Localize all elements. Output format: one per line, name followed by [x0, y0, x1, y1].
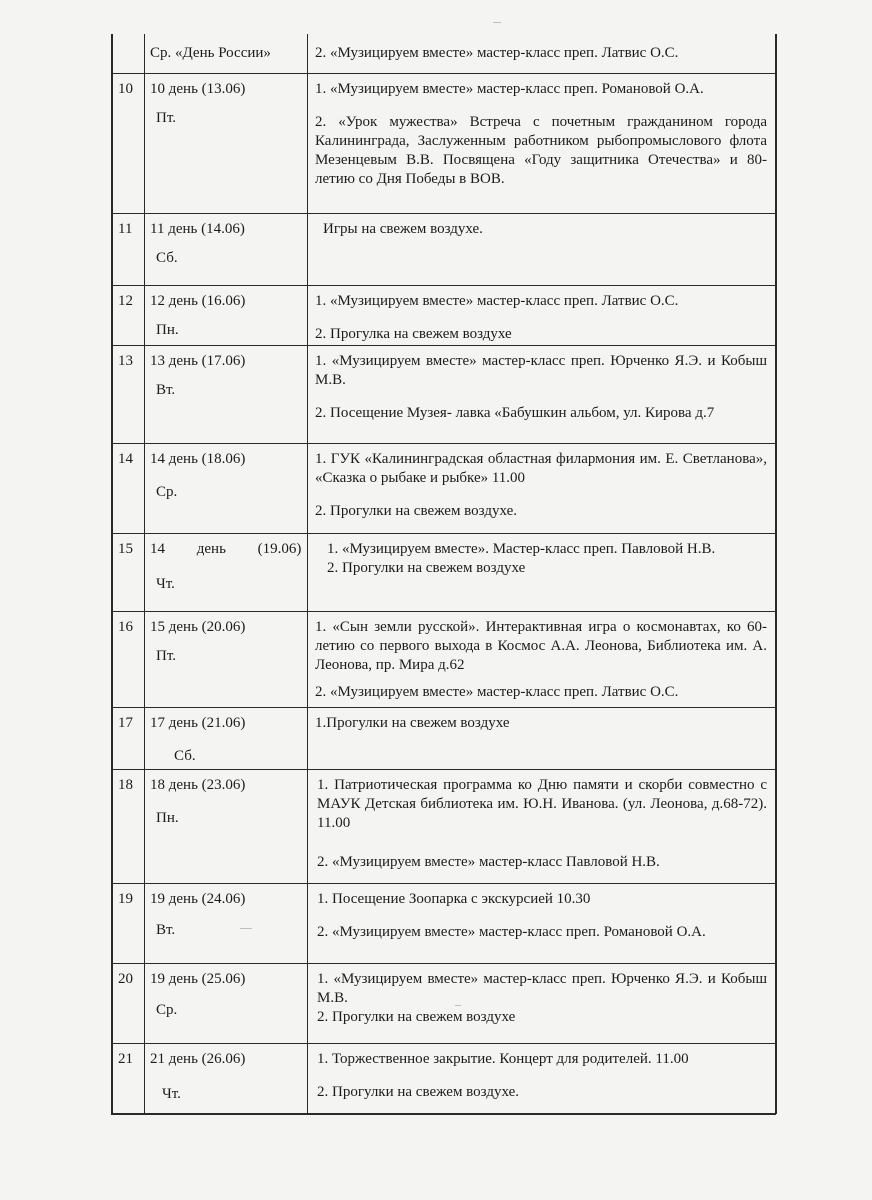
activity-item: 1. «Музицируем вместе» мастер-класс преп. Юрченко Я.Э. и Кобыш М.В. — [317, 971, 767, 1006]
table-row — [0, 74, 872, 214]
row-number: 18 — [118, 777, 133, 793]
scan-speck — [240, 928, 252, 929]
weekday: Ср. — [156, 484, 178, 500]
activity-item: Игры на свежем воздухе. — [323, 221, 483, 237]
activities — [307, 534, 775, 612]
activity-item: 1. «Музицируем вместе». Мастер-класс преп. Павловой Н.В. — [327, 541, 716, 557]
weekday: Сб. — [156, 250, 178, 266]
table-row — [0, 708, 872, 770]
row-number: 14 — [118, 451, 133, 467]
activity-item: 2. Прогулки на свежем воздухе — [317, 1009, 516, 1025]
activity-item: 1. «Сын земли русской». Интерактивная игра о космонавтах, ко 60-летию со первого выхода в Космос А.А. Леонова, Библиотека им. А. Леонова, пр. Мира д.62 — [315, 619, 767, 673]
weekday: Пн. — [156, 322, 179, 338]
day-label: 14 день (18.06) — [150, 451, 246, 467]
table-row — [0, 534, 872, 612]
activity-item: 2. Прогулки на свежем воздухе. — [315, 503, 517, 519]
weekday: Сб. — [174, 748, 196, 764]
row-number: 10 — [118, 81, 133, 97]
activities — [307, 884, 775, 964]
table-row — [0, 612, 872, 708]
activity-item: 2. Посещение Музея- лавка «Бабушкин альбом, ул. Кирова д.7 — [315, 405, 715, 421]
day-label: 15 день (20.06) — [150, 619, 246, 635]
scan-speck — [455, 1005, 461, 1006]
activities — [307, 214, 775, 286]
activity-item: 2. «Музицируем вместе» мастер-класс преп. Латвис О.С. — [315, 684, 679, 700]
activity-item: 2. «Музицируем вместе» мастер-класс Павловой Н.В. — [317, 854, 660, 870]
row-number: 12 — [118, 293, 133, 309]
activities — [307, 346, 775, 444]
weekday: Вт. — [156, 922, 176, 938]
activity-item: 1. «Музицируем вместе» мастер-класс преп. Латвис О.С. — [315, 293, 679, 309]
activities — [307, 612, 775, 708]
activity-item: 1. Торжественное закрытие. Концерт для родителей. 11.00 — [317, 1051, 689, 1067]
activities — [307, 34, 775, 74]
weekday: Вт. — [156, 382, 176, 398]
activity-item: 1.Прогулки на свежем воздухе — [315, 715, 510, 731]
row-number — [111, 34, 144, 74]
day-label: 13 день (17.06) — [150, 353, 246, 369]
activity-item: 1. Патриотическая программа ко Дню памяти и скорби совместно с МАУК Детская библиотека им. Ю.Н. Иванова. (ул. Леонова, д.68-72). 11.00 — [317, 777, 767, 831]
day-label: 21 день (26.06) — [150, 1051, 246, 1067]
day-label: 10 день (13.06) — [150, 81, 246, 97]
activity-item: 1. ГУК «Калининградская областная филармония им. Е. Светланова», «Сказка о рыбаке и рыбке» 11.00 — [315, 451, 767, 486]
weekday: Пт. — [156, 648, 177, 664]
table-row — [0, 1044, 872, 1114]
day-label: 19 день (25.06) — [150, 971, 246, 987]
activity-item: 2. Прогулки на свежем воздухе. — [317, 1084, 519, 1100]
activity-item: 2. «Урок мужества» Встреча с почетным гражданином города Калининграда, Заслуженным работником рыбопромыслового флота Мезенцевым В.В. Посвящена «Году защитника Отечества» и 80-летию со Дня Победы в ВОВ. — [315, 114, 767, 187]
activities — [307, 964, 775, 1044]
table-row — [0, 214, 872, 286]
table-row — [0, 964, 872, 1044]
activity-item: 2. «Музицируем вместе» мастер-класс преп. Романовой О.А. — [317, 924, 706, 940]
weekday: Пт. — [156, 110, 177, 126]
table-row — [0, 444, 872, 534]
day-label: 19 день (24.06) — [150, 891, 246, 907]
activities — [307, 708, 775, 770]
day-label: 14 день (19.06) — [150, 541, 302, 557]
activity-item: 2. Прогулка на свежем воздухе — [315, 326, 512, 342]
activity-item: 2. «Музицируем вместе» мастер-класс преп. Латвис О.С. — [315, 45, 679, 61]
row-number: 15 — [118, 541, 133, 557]
row-number: 19 — [118, 891, 133, 907]
activity-item: 2. Прогулки на свежем воздухе — [327, 560, 526, 576]
day-label: 12 день (16.06) — [150, 293, 246, 309]
day-label: 18 день (23.06) — [150, 777, 246, 793]
table-row — [0, 286, 872, 346]
day-label: Ср. «День России» — [150, 45, 271, 61]
activities — [307, 74, 775, 214]
table-row — [0, 34, 872, 74]
weekday: Чт. — [162, 1086, 181, 1102]
row-number: 11 — [118, 221, 133, 237]
activity-item: 1. Посещение Зоопарка с экскурсией 10.30 — [317, 891, 591, 907]
day-label: 17 день (21.06) — [150, 715, 246, 731]
activities — [307, 286, 775, 346]
activity-item: 1. «Музицируем вместе» мастер-класс преп. Юрченко Я.Э. и Кобыш М.В. — [315, 353, 767, 388]
row-number: 13 — [118, 353, 133, 369]
weekday: Ср. — [156, 1002, 178, 1018]
activities — [307, 770, 775, 884]
day-label: 11 день (14.06) — [150, 221, 245, 237]
scan-speck — [493, 22, 501, 23]
activities — [307, 444, 775, 534]
row-number: 16 — [118, 619, 133, 635]
table-row — [0, 884, 872, 964]
weekday: Пн. — [156, 810, 179, 826]
activity-item: 1. «Музицируем вместе» мастер-класс преп. Романовой О.А. — [315, 81, 704, 97]
row-number: 20 — [118, 971, 133, 987]
table-row — [0, 346, 872, 444]
row-number: 17 — [118, 715, 133, 731]
table-row — [0, 770, 872, 884]
weekday: Чт. — [156, 576, 175, 592]
row-number: 21 — [118, 1051, 133, 1067]
activities — [307, 1044, 775, 1114]
